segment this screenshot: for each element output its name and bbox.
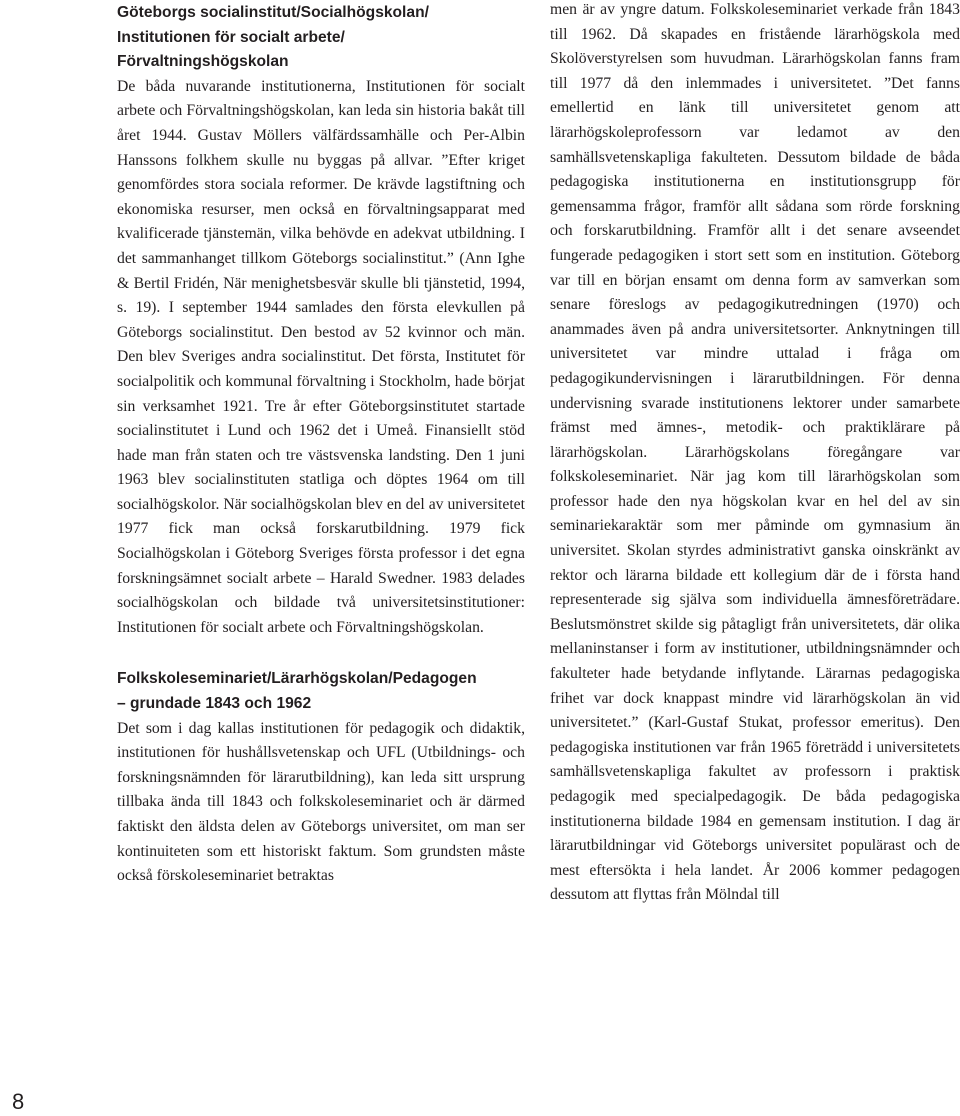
heading-line: Förvaltningshögskolan <box>117 53 289 71</box>
page-number: 8 <box>12 1089 25 1114</box>
section-heading-socialinstitut <box>117 1 525 75</box>
heading-line: – grundade 1843 och 1962 <box>117 695 312 713</box>
heading-line: Folkskoleseminariet/Lärarhögskolan/Pedagogen <box>117 670 477 688</box>
right-column <box>550 0 960 908</box>
heading-line: Institutionen för socialt arbete/ <box>117 28 345 46</box>
section-heading-folkskoleseminariet <box>117 667 525 716</box>
section-body-socialinstitut: De båda nuvarande institutionerna, Institutionen för socialt arbete och Förvaltningshögskolan, kan leda sin historia bakåt till året 1944. Gustav Möllers välfärdssamhälle och Per-Albin Hanssons folkhem skulle nu byggas på allvar. ”Efter kriget genomfördes stora sociala reformer. De krävde lagstiftning och ekonomiska resurser, men också en förvaltningsapparat med kvalificerade tjänstemän, vilka behövde en adekvat utbildning. I det sammanhanget tillkom Göteborgs socialinstitut.” (Ann Ighe & Bertil Fridén, När menighetsbesvär skulle bli tjänstetid, 1994, s. 19). I september 1944 samlades den första elevkullen på Göteborgs socialinstitut. Den bestod av 52 kvinnor och män. Den blev Sveriges andra socialinstitut. Det första, Institutet för socialpolitik och kommunal förvaltning i Stockholm, hade börjat sin verksamhet 1921. Tre år efter Göteborgsinstitutet startade socialinstitutet i Lund och 1962 det i Umeå. Finansiellt stöd hade man från staten och tre västsvenska landsting. Den 1 juni 1963 blev socialinstituten statliga och döptes 1964 om till socialhögskolor. När socialhögskolan blev en del av universitetet 1977 fick man också forskarutbildning. 1979 fick Socialhögskolan i Göteborg Sveriges första professor i det egna forskningsämnet socialt arbete – Harald Swedner. 1983 delades socialhögskolan och bildade två universitetsinstitutioner: Institutionen för socialt arbete och Förvaltningshögskolan. <box>117 77 525 636</box>
heading-line: Göteborgs socialinstitut/Socialhögskolan/ <box>117 4 429 21</box>
left-column <box>117 1 525 889</box>
right-column-body: men är av yngre datum. Folkskoleseminariet verkade från 1843 till 1962. Då skapades en fristående lärarhögskola med Skolöverstyrelsen som huvudman. Lärarhögskolan fanns fram till 1977 då den inlemmades i universitetet. ”Det fanns emellertid en länk till universitetet genom att lärarhögskoleprofessorn var ledamot av den samhällsvetenskapliga fakulteten. Dessutom bildade de båda pedagogiska institutionerna en institutionsgrupp för gemensamma frågor, framför allt sådana som rörde forskning och forskarutbildning. Framför allt i det senare avseendet fungerade pedagogiken i stort sett som en institution. Göteborg var till en början ensamt om denna form av samverkan som senare föreslogs av pedagogikutredningen (1970) och anammades även på andra universitetsorter. Anknytningen till universitetet var mindre uttalad i fråga om pedagogikundervisningen i lärarutbildningen. För denna undervisning svarade institutionens lektorer under samarbete främst med ämnes-, metodik- och praktiklärare på lärarhögskolan. Lärarhögskolans föregångare var folkskoleseminariet. När jag kom till lärarhögskolan som professor hade den nya högskolan kvar en hel del av sin seminariekaraktär som mer påminde om gymnasium än universitet. Skolan styrdes administrativt ganska oinskränkt av rektor och lärarna bildade ett kollegium där de i första hand representerade sig själva som individuella ämnesföreträdare. Beslutsmönstret skilde sig påtagligt från universitetets, där olika mellaninstanser i form av institutioner, utbildningsnämnder och fakulteter hade betydande inflytande. Lärarnas pedagogiska frihet var dock knappast mindre vid lärarhögskolan än vid universitetet.” (Karl-Gustaf Stukat, professor emeritus). Den pedagogiska institutionen var från 1965 företrädd i universitetets samhällsvetenskapliga fakultet av professorn i praktisk pedagogik med specialpedagogik. De båda pedagogiska institutionerna bildade 1984 en gemensam institution. I dag är lärarutbildningar vid Göteborgs universitet populärast och de mest eftersökta i hela landet. År 2006 kommer pedagogen dessutom att flyttas från Mölndal till <box>550 1 960 904</box>
section-body-folkskoleseminariet: Det som i dag kallas institutionen för pedagogik och didaktik, institutionen för hushållsvetenskap och UFL (Utbildnings- och forskningsnämnden för lärarutbildning), kan leda sitt ursprung tillbaka ända till 1843 och folkskoleseminariet och är därmed faktiskt den äldsta delen av Göteborgs universitet, om man ser kontinuiteten som ett historiskt faktum. Som grundsten måste också förskoleseminariet betraktas <box>117 719 525 885</box>
section-gap <box>117 640 525 667</box>
